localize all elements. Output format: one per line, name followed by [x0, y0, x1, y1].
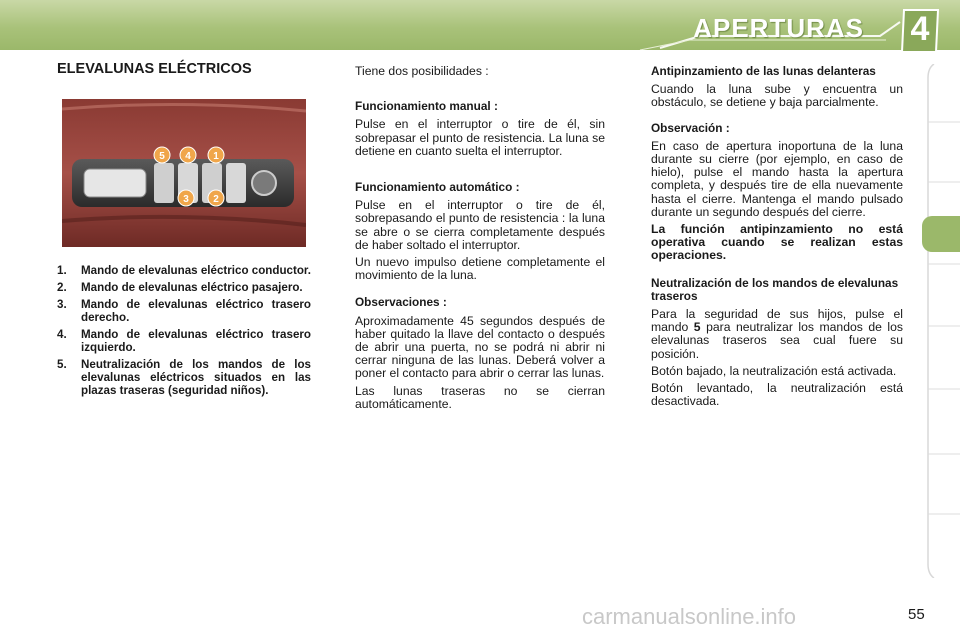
list-item [57, 298, 311, 324]
column-right [651, 65, 903, 412]
column-middle [355, 65, 605, 415]
callout-label: 3 [183, 194, 189, 205]
neutralization-text [651, 308, 903, 361]
button-down-text: Botón bajado, la neutralización está activada. [651, 363, 897, 378]
callout-label: 2 [213, 194, 219, 205]
chapter-number: 4 [910, 10, 930, 48]
list-item-number: 2. [57, 281, 67, 294]
list-item-text: Mando de elevalunas eléctrico trasero derecho. [81, 298, 311, 324]
callout-label: 4 [185, 151, 191, 162]
antipinch-text: Cuando la luna sube y encuentra un obstáculo, se detiene y baja parcialmente. [651, 82, 903, 110]
auto-text: Pulse en el interruptor o tire de él, sobrepasando el punto de resistencia : la luna se abre o se cierra completamente después de haber soltado el interruptor. [355, 198, 605, 252]
neutralization-text-a: Para la seguridad de sus hijos, pulse el mando [651, 307, 903, 335]
header-band [0, 0, 960, 50]
observations-heading: Observaciones : [355, 295, 447, 310]
side-tab-strip [924, 64, 960, 578]
neutralization-heading: Neutralización de los mandos de elevalunas traseros [651, 275, 899, 303]
chapter-title: APERTURAS [693, 13, 864, 43]
auto-text-2: Un nuevo impulso detiene completamente el movimiento de la luna. [355, 255, 605, 283]
list-item [57, 328, 311, 354]
observations-text-2: Las lunas traseras no se cierran automáticamente. [355, 383, 605, 411]
warning-text: La función antipinzamiento no está operativa cuando se realizan estas operaciones. [651, 222, 903, 263]
list-item [57, 358, 311, 397]
callout-label: 1 [213, 151, 219, 162]
observation-heading: Observación : [651, 120, 730, 135]
list-item [57, 264, 311, 277]
list-item-text: Mando de elevalunas eléctrico conductor. [81, 264, 312, 277]
page-number: 55 [908, 606, 925, 623]
window-switch-photo [62, 99, 306, 247]
list-item-text: Neutralización de los mandos de los elevalunas eléctricos situados en las plazas traseras (seguridad niños). [81, 358, 311, 397]
observation-text: En caso de apertura inoportuna de la luna durante su cierre (por ejemplo, en caso de hielo), pulse el mando hasta la apertura completa, y después tire de ella nuevamente hasta el cierre. Mantenga el mando pulsado durante un segundo después del cierre. [651, 138, 903, 219]
list-item-text: Mando de elevalunas eléctrico trasero izquierdo. [81, 328, 311, 354]
auto-heading: Funcionamiento automático : [355, 180, 520, 195]
list-item-number: 3. [57, 298, 67, 311]
intro-text: Tiene dos posibilidades : [355, 64, 489, 78]
neutralization-text-b: para neutralizar los mandos de los elevalunas traseros sea cual fuere su posición. [651, 320, 903, 361]
callout-label: 5 [159, 151, 165, 162]
list-item-number: 1. [57, 264, 67, 277]
observations-text: Aproximadamente 45 segundos después de haber quitado la llave del contacto o después de abrir una puerta, no se podrá ni abrir ni cerrar ninguna de las lunas. Deberá volver a poner el contacto para abrir o cerrar las lunas. [355, 313, 605, 381]
list-item-number: 5. [57, 358, 67, 371]
list-item-number: 4. [57, 328, 67, 341]
button-up-text: Botón levantado, la neutralización está desactivada. [651, 381, 903, 409]
legend-list [57, 264, 311, 401]
manual-heading: Funcionamiento manual : [355, 99, 498, 114]
list-item-text: Mando de elevalunas eléctrico pasajero. [81, 281, 303, 294]
neutralization-control-number: 5 [693, 320, 701, 335]
section-title: ELEVALUNAS ELÉCTRICOS [57, 61, 252, 77]
manual-text: Pulse en el interruptor o tire de él, sin sobrepasar el punto de resistencia. La luna se detiene en cuanto suelta el interruptor. [355, 117, 605, 158]
watermark: carmanualsonline.info [582, 604, 797, 629]
antipinch-heading: Antipinzamiento de las lunas delanteras [651, 64, 876, 78]
side-tab-active[interactable] [922, 216, 960, 252]
list-item [57, 281, 311, 294]
